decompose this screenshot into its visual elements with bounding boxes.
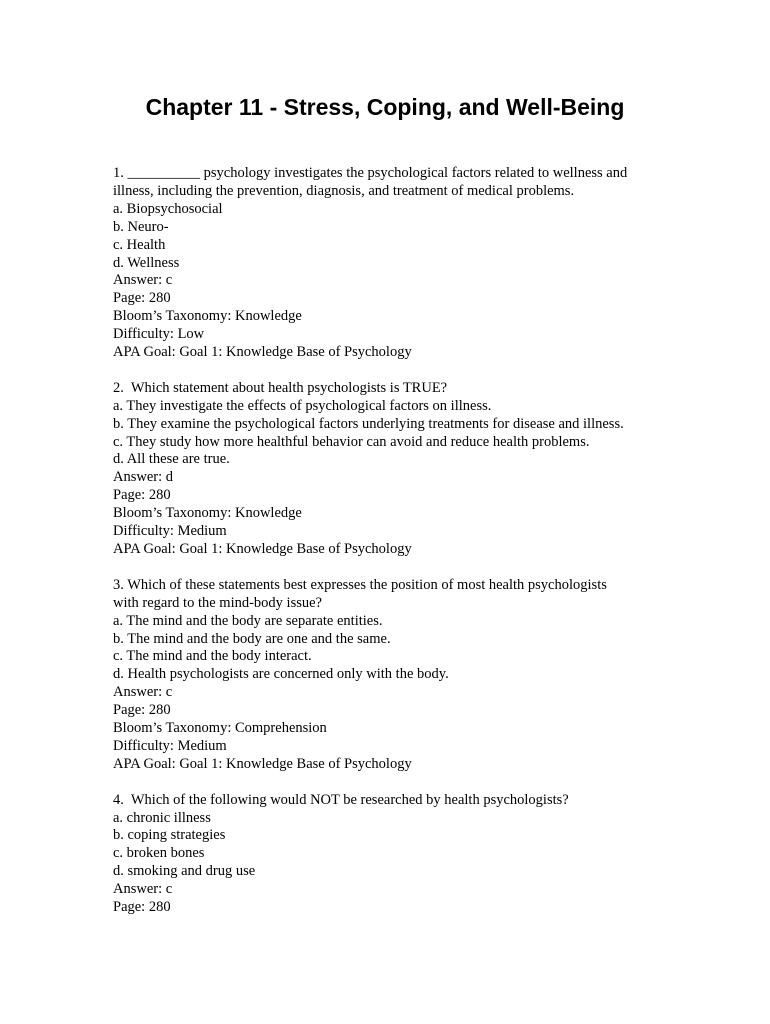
answer-option: d. All these are true.	[113, 451, 230, 468]
answer-option: b. coping strategies	[113, 827, 226, 844]
apa-goal: APA Goal: Goal 1: Knowledge Base of Psychology	[113, 344, 412, 361]
question-stem-line: illness, including the prevention, diagnosis, and treatment of medical problems.	[113, 182, 575, 199]
apa-goal: APA Goal: Goal 1: Knowledge Base of Psychology	[113, 541, 412, 558]
answer-option: c. The mind and the body interact.	[113, 648, 312, 665]
answer-key: Answer: d	[113, 469, 174, 486]
page-reference: Page: 280	[113, 487, 171, 504]
difficulty: Difficulty: Low	[113, 326, 205, 343]
answer-option: a. They investigate the effects of psychological factors on illness.	[113, 397, 492, 414]
difficulty: Difficulty: Medium	[113, 523, 227, 540]
answer-key: Answer: c	[113, 684, 173, 701]
question-3	[113, 577, 673, 774]
question-stem-line: 2. Which statement about health psychologists is TRUE?	[113, 379, 448, 396]
blooms-taxonomy: Bloom’s Taxonomy: Knowledge	[113, 505, 302, 522]
question-2	[113, 380, 673, 559]
question-stem-line: with regard to the mind-body issue?	[113, 594, 322, 611]
answer-option: c. broken bones	[113, 845, 205, 862]
page-reference: Page: 280	[113, 899, 171, 916]
page-title: Chapter 11 - Stress, Coping, and Well-Being	[145, 94, 625, 120]
blooms-taxonomy: Bloom’s Taxonomy: Knowledge	[113, 308, 302, 325]
answer-key: Answer: c	[113, 272, 173, 289]
page-reference: Page: 280	[113, 702, 171, 719]
answer-key: Answer: c	[113, 881, 173, 898]
answer-option: a. chronic illness	[113, 809, 211, 826]
answer-option: a. Biopsychosocial	[113, 200, 223, 217]
question-stem-line: 4. Which of the following would NOT be researched by health psychologists?	[113, 791, 569, 808]
question-1	[113, 165, 673, 362]
answer-option: a. The mind and the body are separate entities.	[113, 612, 383, 629]
question-4	[113, 792, 673, 917]
answer-option: d. smoking and drug use	[113, 863, 256, 880]
difficulty: Difficulty: Medium	[113, 737, 227, 754]
answer-option: b. Neuro-	[113, 218, 169, 235]
answer-option: d. Wellness	[113, 254, 180, 271]
answer-option: b. The mind and the body are one and the same.	[113, 630, 391, 647]
document-body	[113, 165, 673, 935]
answer-option: b. They examine the psychological factors underlying treatments for disease and illness.	[113, 415, 624, 432]
blooms-taxonomy: Bloom’s Taxonomy: Comprehension	[113, 720, 327, 737]
answer-option: d. Health psychologists are concerned only with the body.	[113, 666, 449, 683]
question-stem-line: 3. Which of these statements best expresses the position of most health psychologists	[113, 576, 607, 593]
apa-goal: APA Goal: Goal 1: Knowledge Base of Psychology	[113, 755, 412, 772]
answer-option: c. Health	[113, 236, 166, 253]
page-reference: Page: 280	[113, 290, 171, 307]
answer-option: c. They study how more healthful behavior can avoid and reduce health problems.	[113, 433, 590, 450]
question-stem-line: 1. __________ psychology investigates the psychological factors related to wellness and	[113, 165, 628, 181]
